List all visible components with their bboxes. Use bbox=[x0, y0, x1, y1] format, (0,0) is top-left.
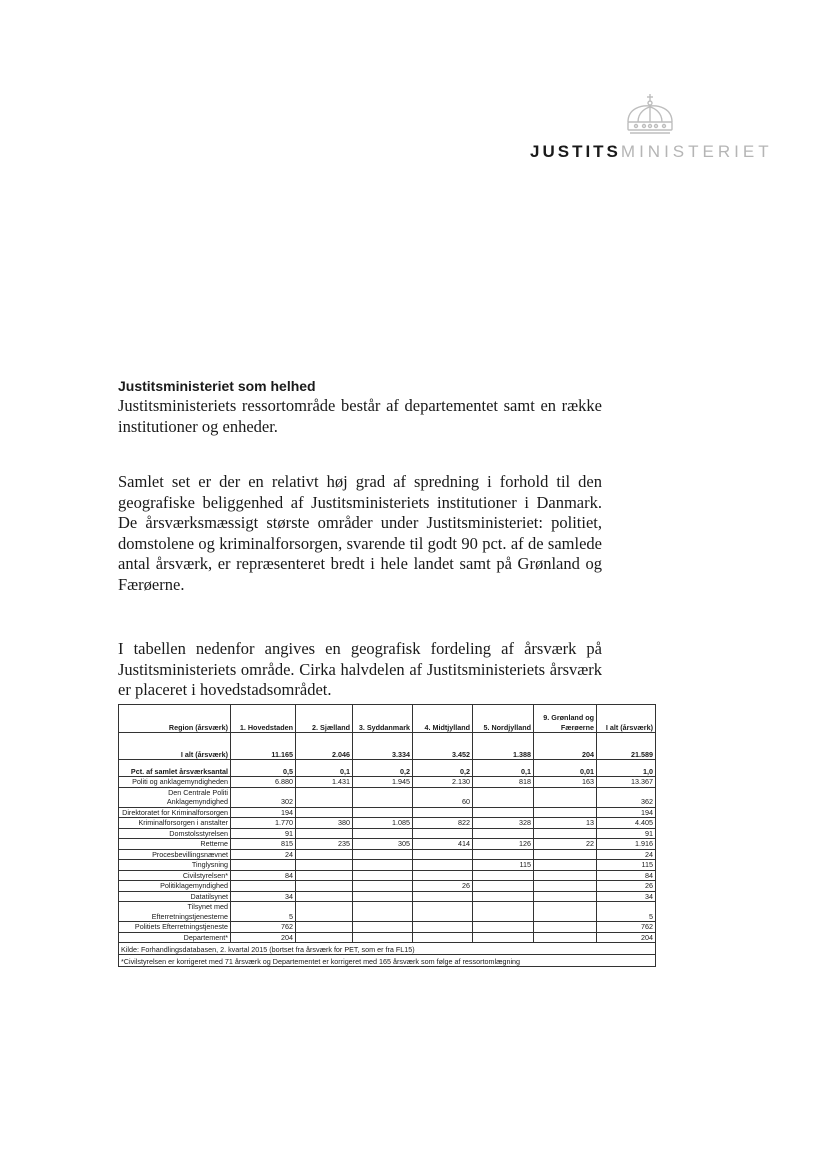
table-cell: 328 bbox=[473, 818, 534, 829]
column-header: 5. Nordjylland bbox=[473, 705, 534, 733]
table-row bbox=[119, 881, 656, 892]
table-cell bbox=[534, 870, 597, 881]
table-cell: 163 bbox=[534, 777, 597, 788]
table-cell bbox=[534, 922, 597, 933]
row-label: Politiets Efterretningstjeneste bbox=[119, 922, 231, 933]
table-cell: 762 bbox=[597, 922, 656, 933]
footnote-row bbox=[119, 955, 656, 967]
table-cell bbox=[473, 849, 534, 860]
table-row bbox=[119, 932, 656, 943]
table-cell: 13 bbox=[534, 818, 597, 829]
table-cell: 0,2 bbox=[353, 760, 413, 777]
table-cell bbox=[353, 787, 413, 807]
table-row bbox=[119, 902, 656, 922]
table-cell bbox=[353, 807, 413, 818]
table-cell: 0,5 bbox=[231, 760, 296, 777]
table-row bbox=[119, 839, 656, 850]
source-note: Kilde: Forhandlingsdatabasen, 2. kvartal 2015 (bortset fra årsværk for PET, som er fra FL15) bbox=[119, 943, 656, 955]
table-intro-paragraph: I tabellen nedenfor angives en geografisk fordeling af årsværk på Justitsministeriets område. Cirka halvdelen af Justitsministeriets årsværk er placeret i hovedstadsområdet. bbox=[118, 639, 602, 699]
table-row bbox=[119, 922, 656, 933]
table-cell bbox=[534, 860, 597, 871]
table-header-row bbox=[119, 705, 656, 733]
row-label: I alt (årsværk) bbox=[119, 733, 231, 760]
table-cell: 4.405 bbox=[597, 818, 656, 829]
table-cell bbox=[413, 849, 473, 860]
fte-table-body bbox=[119, 705, 656, 967]
table-cell: 815 bbox=[231, 839, 296, 850]
table-cell bbox=[413, 902, 473, 922]
table-cell bbox=[296, 932, 353, 943]
column-header: I alt (årsværk) bbox=[597, 705, 656, 733]
table-cell: 24 bbox=[597, 849, 656, 860]
table-cell: 204 bbox=[597, 932, 656, 943]
table-cell bbox=[353, 828, 413, 839]
ministry-logo bbox=[530, 92, 773, 172]
table-cell bbox=[473, 881, 534, 892]
intro-paragraph: Justitsministeriets ressortområde består af departementet samt en række institutioner og enheder. bbox=[118, 396, 602, 436]
table-cell bbox=[296, 787, 353, 807]
row-label: Tilsynet med Efterretningstjenesterne bbox=[119, 902, 231, 922]
table-cell: 22 bbox=[534, 839, 597, 850]
table-cell: 380 bbox=[296, 818, 353, 829]
row-label: Den Centrale Politi Anklagemyndighed bbox=[119, 787, 231, 807]
table-cell: 0,1 bbox=[473, 760, 534, 777]
table-cell: 26 bbox=[597, 881, 656, 892]
table-cell bbox=[413, 860, 473, 871]
table-cell bbox=[473, 932, 534, 943]
table-cell bbox=[353, 932, 413, 943]
column-header: 4. Midtjylland bbox=[413, 705, 473, 733]
table-cell: 822 bbox=[413, 818, 473, 829]
table-row bbox=[119, 828, 656, 839]
table-cell bbox=[353, 881, 413, 892]
table-cell bbox=[353, 891, 413, 902]
table-cell: 2.130 bbox=[413, 777, 473, 788]
table-cell: 115 bbox=[473, 860, 534, 871]
table-cell: 11.165 bbox=[231, 733, 296, 760]
fte-table-container bbox=[118, 704, 655, 967]
table-cell: 194 bbox=[597, 807, 656, 818]
table-cell bbox=[413, 807, 473, 818]
table-cell: 60 bbox=[413, 787, 473, 807]
table-cell bbox=[534, 828, 597, 839]
row-label: Pct. af samlet årsværksantal bbox=[119, 760, 231, 777]
table-cell bbox=[473, 807, 534, 818]
source-note-row bbox=[119, 943, 656, 955]
table-cell: 1.085 bbox=[353, 818, 413, 829]
table-cell bbox=[296, 870, 353, 881]
table-cell: 1,0 bbox=[597, 760, 656, 777]
table-cell: 6.880 bbox=[231, 777, 296, 788]
column-header: 3. Syddanmark bbox=[353, 705, 413, 733]
logo-wordmark bbox=[530, 142, 773, 162]
table-cell: 91 bbox=[597, 828, 656, 839]
row-label: Procesbevillingsnævnet bbox=[119, 849, 231, 860]
section-heading: Justitsministeriet som helhed bbox=[118, 378, 316, 394]
column-header: 1. Hovedstaden bbox=[231, 705, 296, 733]
row-label: Departement* bbox=[119, 932, 231, 943]
table-row bbox=[119, 860, 656, 871]
table-cell: 3.334 bbox=[353, 733, 413, 760]
table-cell: 21.589 bbox=[597, 733, 656, 760]
table-cell bbox=[296, 922, 353, 933]
table-cell bbox=[473, 922, 534, 933]
table-cell bbox=[296, 881, 353, 892]
table-cell: 126 bbox=[473, 839, 534, 850]
column-header: 9. Grønland og Færøerne bbox=[534, 705, 597, 733]
table-cell: 0,01 bbox=[534, 760, 597, 777]
table-row bbox=[119, 807, 656, 818]
table-cell bbox=[413, 891, 473, 902]
row-label: Datatilsynet bbox=[119, 891, 231, 902]
table-cell: 91 bbox=[231, 828, 296, 839]
column-header: 2. Sjælland bbox=[296, 705, 353, 733]
table-cell bbox=[296, 860, 353, 871]
table-row bbox=[119, 891, 656, 902]
table-row bbox=[119, 787, 656, 807]
table-cell bbox=[353, 922, 413, 933]
row-label: Civilstyrelsen* bbox=[119, 870, 231, 881]
total-row bbox=[119, 733, 656, 760]
table-cell: 1.945 bbox=[353, 777, 413, 788]
column-header: Region (årsværk) bbox=[119, 705, 231, 733]
row-label: Politi og anklagemyndigheden bbox=[119, 777, 231, 788]
table-row bbox=[119, 870, 656, 881]
table-cell bbox=[296, 902, 353, 922]
table-cell: 5 bbox=[231, 902, 296, 922]
table-cell bbox=[353, 849, 413, 860]
table-cell: 0,2 bbox=[413, 760, 473, 777]
table-row bbox=[119, 818, 656, 829]
table-cell bbox=[231, 881, 296, 892]
table-cell bbox=[534, 849, 597, 860]
table-cell bbox=[473, 891, 534, 902]
row-label: Tinglysning bbox=[119, 860, 231, 871]
table-cell: 1.388 bbox=[473, 733, 534, 760]
table-cell bbox=[534, 902, 597, 922]
table-cell: 235 bbox=[296, 839, 353, 850]
table-cell: 302 bbox=[231, 787, 296, 807]
table-cell: 414 bbox=[413, 839, 473, 850]
table-cell bbox=[296, 828, 353, 839]
table-cell bbox=[413, 922, 473, 933]
table-cell: 24 bbox=[231, 849, 296, 860]
table-cell bbox=[534, 891, 597, 902]
logo-wordmark-ministeriet: MINISTERIET bbox=[620, 142, 773, 161]
table-cell: 34 bbox=[597, 891, 656, 902]
table-cell bbox=[231, 860, 296, 871]
table-cell: 84 bbox=[231, 870, 296, 881]
table-cell bbox=[413, 932, 473, 943]
table-cell bbox=[353, 860, 413, 871]
table-cell bbox=[473, 787, 534, 807]
table-cell bbox=[296, 891, 353, 902]
table-cell: 1.770 bbox=[231, 818, 296, 829]
footnote: *Civilstyrelsen er korrigeret med 71 årsværk og Departementet er korrigeret med 165 årsværk som følge af ressortomlægning bbox=[119, 955, 656, 967]
table-cell: 2.046 bbox=[296, 733, 353, 760]
table-cell: 115 bbox=[597, 860, 656, 871]
table-cell bbox=[473, 902, 534, 922]
table-cell bbox=[413, 828, 473, 839]
row-label: Direktoratet for Kriminalforsorgen bbox=[119, 807, 231, 818]
table-cell bbox=[534, 932, 597, 943]
crown-icon bbox=[620, 92, 680, 140]
table-cell bbox=[413, 870, 473, 881]
table-cell: 1.916 bbox=[597, 839, 656, 850]
table-cell: 3.452 bbox=[413, 733, 473, 760]
row-label: Kriminalforsorgen i anstalter bbox=[119, 818, 231, 829]
table-cell: 26 bbox=[413, 881, 473, 892]
table-cell bbox=[296, 807, 353, 818]
table-row bbox=[119, 849, 656, 860]
table-cell: 1.431 bbox=[296, 777, 353, 788]
table-cell: 362 bbox=[597, 787, 656, 807]
table-cell: 13.367 bbox=[597, 777, 656, 788]
table-cell: 34 bbox=[231, 891, 296, 902]
table-cell: 0,1 bbox=[296, 760, 353, 777]
table-cell bbox=[534, 787, 597, 807]
table-cell: 194 bbox=[231, 807, 296, 818]
logo-wordmark-justits: JUSTITS bbox=[530, 142, 621, 161]
distribution-paragraph: Samlet set er der en relativt høj grad af spredning i forhold til den geografiske beliggenhed af Justitsministeriets institutioner i Danmark. De årsværksmæssigt største områder under Justitsministeriet: politiet, domstolene og kriminalforsorgen, svarende til godt 90 pct. af de samlede antal årsværk, er repræsenteret bredt i hele landet samt på Grønland og Færøerne. bbox=[118, 472, 602, 594]
table-cell bbox=[534, 807, 597, 818]
table-cell bbox=[353, 870, 413, 881]
table-cell bbox=[534, 881, 597, 892]
table-cell: 204 bbox=[534, 733, 597, 760]
row-label: Politiklagemyndighed bbox=[119, 881, 231, 892]
table-cell: 84 bbox=[597, 870, 656, 881]
row-label: Domstolsstyrelsen bbox=[119, 828, 231, 839]
table-cell bbox=[296, 849, 353, 860]
table-cell: 305 bbox=[353, 839, 413, 850]
fte-region-table bbox=[118, 704, 656, 967]
table-cell: 818 bbox=[473, 777, 534, 788]
table-cell bbox=[473, 870, 534, 881]
table-cell: 5 bbox=[597, 902, 656, 922]
row-label: Retterne bbox=[119, 839, 231, 850]
table-cell: 762 bbox=[231, 922, 296, 933]
table-cell bbox=[353, 902, 413, 922]
percentage-row bbox=[119, 760, 656, 777]
table-row bbox=[119, 777, 656, 788]
table-cell bbox=[473, 828, 534, 839]
table-cell: 204 bbox=[231, 932, 296, 943]
